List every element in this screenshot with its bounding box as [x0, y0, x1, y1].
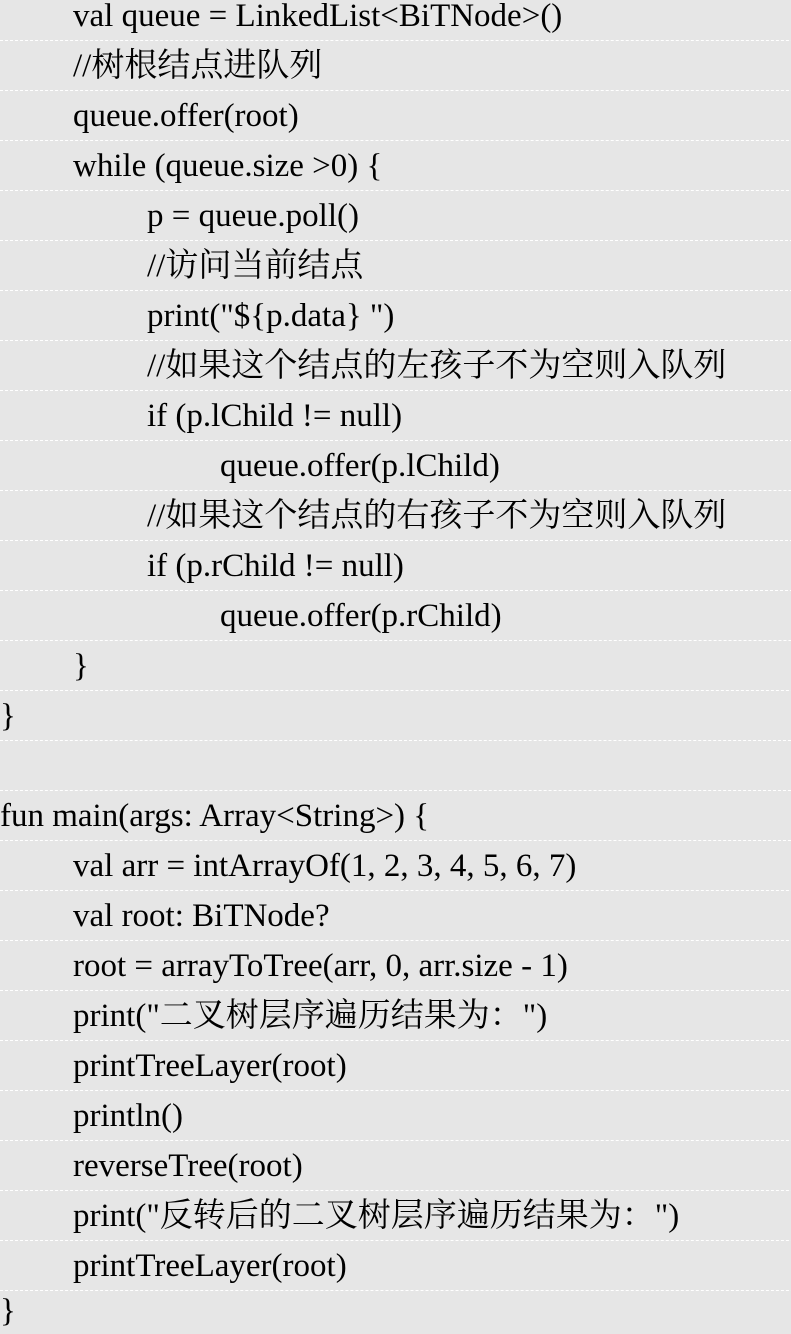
code-line: if (p.rChild != null) [0, 541, 791, 591]
code-line: val root: BiTNode? [0, 891, 791, 941]
code-line: printTreeLayer(root) [0, 1241, 791, 1291]
code-line: val arr = intArrayOf(1, 2, 3, 4, 5, 6, 7) [0, 841, 791, 891]
code-line: val queue = LinkedList<BiTNode>() [0, 0, 791, 41]
code-line: println() [0, 1091, 791, 1141]
code-line: reverseTree(root) [0, 1141, 791, 1191]
code-line: print("${p.data} ") [0, 291, 791, 341]
code-line: root = arrayToTree(arr, 0, arr.size - 1) [0, 941, 791, 991]
code-line: print("二叉树层序遍历结果为：") [0, 991, 791, 1041]
code-line: printTreeLayer(root) [0, 1041, 791, 1091]
blank-line [0, 741, 791, 791]
code-line: while (queue.size >0) { [0, 141, 791, 191]
code-line: queue.offer(p.lChild) [0, 441, 791, 491]
code-line: p = queue.poll() [0, 191, 791, 241]
code-line: //树根结点进队列 [0, 41, 791, 91]
code-line: fun main(args: Array<String>) { [0, 791, 791, 841]
code-line: //访问当前结点 [0, 241, 791, 291]
code-line: } [0, 641, 791, 691]
code-line: } [0, 691, 791, 741]
code-line: queue.offer(p.rChild) [0, 591, 791, 641]
code-line: } [0, 1286, 791, 1334]
code-line: print("反转后的二叉树层序遍历结果为：") [0, 1191, 791, 1241]
code-line: queue.offer(root) [0, 91, 791, 141]
code-line: if (p.lChild != null) [0, 391, 791, 441]
code-line: //如果这个结点的右孩子不为空则入队列 [0, 491, 791, 541]
code-line: //如果这个结点的左孩子不为空则入队列 [0, 341, 791, 391]
